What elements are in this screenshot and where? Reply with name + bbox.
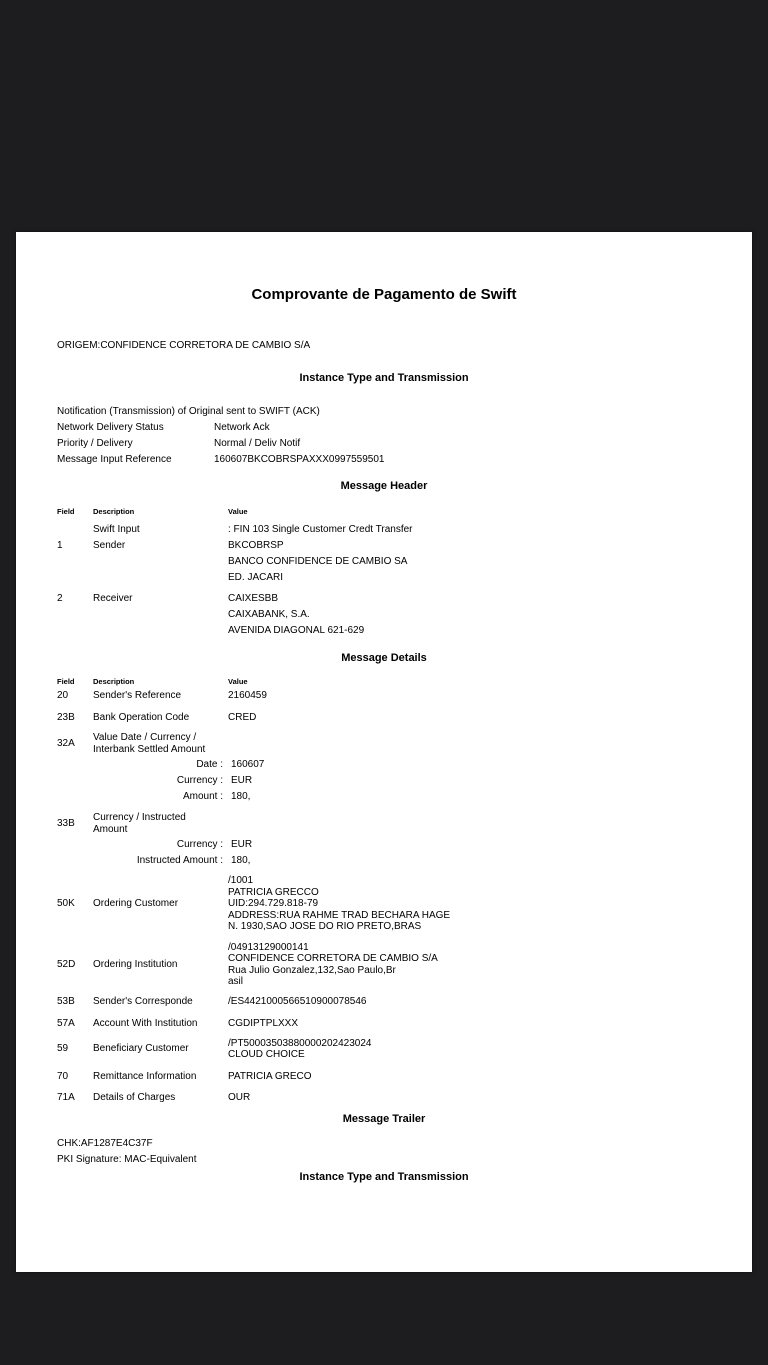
section-heading-message-header: Message Header — [340, 480, 428, 492]
transmission-value: Network Ack — [214, 422, 270, 433]
subfield-row — [16, 837, 752, 853]
column-header-field: Field — [57, 677, 75, 686]
field-description: Details of Charges — [93, 1091, 176, 1103]
field-value: 2160459 — [228, 690, 267, 701]
field-value — [228, 875, 752, 933]
field-code: 32A — [57, 737, 75, 749]
field-code: 33B — [57, 817, 75, 829]
document-page — [16, 232, 752, 1272]
subfield-label: Currency : — [176, 775, 223, 786]
field-code: 23B — [57, 712, 75, 723]
section-heading-footer: Instance Type and Transmission — [299, 1170, 469, 1183]
field-description — [93, 812, 228, 835]
subfield-label: Date : — [196, 759, 223, 770]
field-value: : FIN 103 Single Customer Credt Transfer — [228, 524, 413, 535]
value-line: UID:294.729.818-79 — [228, 898, 319, 909]
table-row — [57, 994, 752, 1010]
field-value: CGDIPTPLXXX — [228, 1017, 299, 1029]
trailer-chk-line: CHK:AF1287E4C37F — [57, 1137, 153, 1149]
value-line: PATRICIA GRECCO — [228, 886, 319, 898]
value-line: CAIXESBB — [228, 593, 279, 604]
subfield-value: 180, — [231, 791, 251, 802]
value-line: CLOUD CHOICE — [228, 1049, 305, 1060]
subfield-value: 160607 — [231, 759, 265, 770]
transmission-label: Message Input Reference — [57, 454, 172, 465]
transmission-label: Priority / Delivery — [57, 438, 133, 449]
field-value — [228, 1038, 752, 1061]
table-row — [57, 538, 752, 586]
document-title: Comprovante de Pagamento de Swift — [251, 286, 517, 303]
table-row — [57, 732, 752, 755]
table-row — [57, 1016, 752, 1032]
field-value: CRED — [228, 712, 257, 723]
value-line: CAIXABANK, S.A. — [228, 609, 310, 620]
table-row — [57, 875, 752, 933]
section-heading-transmission: Instance Type and Transmission — [299, 372, 469, 384]
value-line: /PT50003503880000202423024 — [228, 1037, 372, 1049]
field-description — [93, 732, 228, 755]
transmission-row — [57, 436, 752, 452]
value-line: ED. JACARI — [228, 572, 284, 583]
field-code: 71A — [57, 1091, 75, 1103]
table-row — [57, 812, 752, 835]
table-row — [57, 942, 752, 988]
transmission-value: 160607BKCOBRSPAXXX0997559501 — [214, 454, 385, 465]
subfield-row — [16, 789, 752, 805]
field-value: OUR — [228, 1091, 251, 1103]
subfield-label: Instructed Amount : — [136, 855, 223, 866]
value-line: AVENIDA DIAGONAL 621-629 — [228, 625, 365, 636]
table-row — [57, 1038, 752, 1061]
field-value — [228, 591, 752, 639]
column-header-row — [57, 506, 752, 518]
column-header-description: Description — [93, 677, 135, 686]
table-row — [57, 522, 752, 538]
field-description: Ordering Customer — [93, 897, 179, 909]
table-row — [57, 1069, 752, 1085]
field-code: 53B — [57, 995, 75, 1007]
transmission-note: Notification (Transmission) of Original sent to SWIFT (ACK) — [57, 406, 320, 417]
field-description: Swift Input — [93, 524, 140, 535]
field-code: 2 — [57, 593, 63, 604]
column-header-value: Value — [228, 677, 248, 686]
field-description: Beneficiary Customer — [93, 1043, 189, 1054]
value-line: ADDRESS:RUA RAHME TRAD BECHARA HAGE — [228, 909, 451, 921]
field-value: PATRICIA GRECO — [228, 1070, 312, 1082]
field-description: Ordering Institution — [93, 958, 178, 970]
subfield-label: Amount : — [182, 791, 223, 802]
description-line: Interbank Settled Amount — [93, 743, 206, 755]
value-line: asil — [228, 976, 244, 987]
table-row — [57, 1090, 752, 1106]
field-code: 50K — [57, 897, 75, 909]
value-line: BANCO CONFIDENCE DE CAMBIO SA — [228, 556, 408, 567]
transmission-value: Normal / Deliv Notif — [214, 438, 301, 449]
description-line: Amount — [93, 823, 128, 835]
field-value: /ES4421000566510900078546 — [228, 995, 367, 1007]
value-line: N. 1930,SAO JOSE DO RIO PRETO,BRAS — [228, 921, 422, 932]
field-description: Sender's Corresponde — [93, 995, 193, 1007]
field-code: 57A — [57, 1017, 75, 1029]
field-value — [228, 538, 752, 586]
value-line: Rua Julio Gonzalez,132,Sao Paulo,Br — [228, 964, 396, 976]
table-row — [57, 591, 752, 639]
subfield-row — [16, 757, 752, 773]
transmission-label: Network Delivery Status — [57, 422, 164, 433]
field-description: Receiver — [93, 593, 133, 604]
field-code: 59 — [57, 1043, 69, 1054]
subfield-row — [16, 853, 752, 869]
transmission-row — [57, 420, 752, 436]
description-line: Currency / Instructed — [93, 812, 186, 823]
origin-line: ORIGEM:CONFIDENCE CORRETORA DE CAMBIO S/A — [57, 340, 311, 351]
field-code: 20 — [57, 690, 69, 701]
field-description: Account With Institution — [93, 1017, 198, 1029]
column-header-description: Description — [93, 507, 135, 516]
subfield-value: 180, — [231, 855, 251, 866]
transmission-row — [57, 452, 752, 468]
field-description: Remittance Information — [93, 1070, 197, 1082]
subfield-value: EUR — [231, 775, 253, 786]
field-code: 70 — [57, 1070, 69, 1082]
subfield-label: Currency : — [176, 839, 223, 850]
section-heading-message-details: Message Details — [341, 652, 427, 664]
field-description: Sender's Reference — [93, 690, 182, 701]
value-line: /1001 — [228, 875, 254, 886]
value-line: CONFIDENCE CORRETORA DE CAMBIO S/A — [228, 953, 438, 964]
trailer-pki-line: PKI Signature: MAC-Equivalent — [57, 1153, 197, 1165]
field-description: Sender — [93, 540, 126, 551]
value-line: BKCOBRSP — [228, 540, 284, 551]
subfield-value: EUR — [231, 839, 253, 850]
section-heading-message-trailer: Message Trailer — [342, 1112, 426, 1125]
field-value — [228, 942, 752, 988]
value-line: /04913129000141 — [228, 941, 309, 953]
table-row — [57, 688, 752, 704]
subfield-row — [16, 773, 752, 789]
column-header-value: Value — [228, 507, 248, 516]
column-header-field: Field — [57, 507, 75, 516]
table-row — [57, 710, 752, 726]
field-code: 52D — [57, 958, 76, 970]
field-description: Bank Operation Code — [93, 712, 190, 723]
field-code: 1 — [57, 540, 63, 551]
description-line: Value Date / Currency / — [93, 732, 197, 743]
column-header-row — [57, 676, 752, 688]
